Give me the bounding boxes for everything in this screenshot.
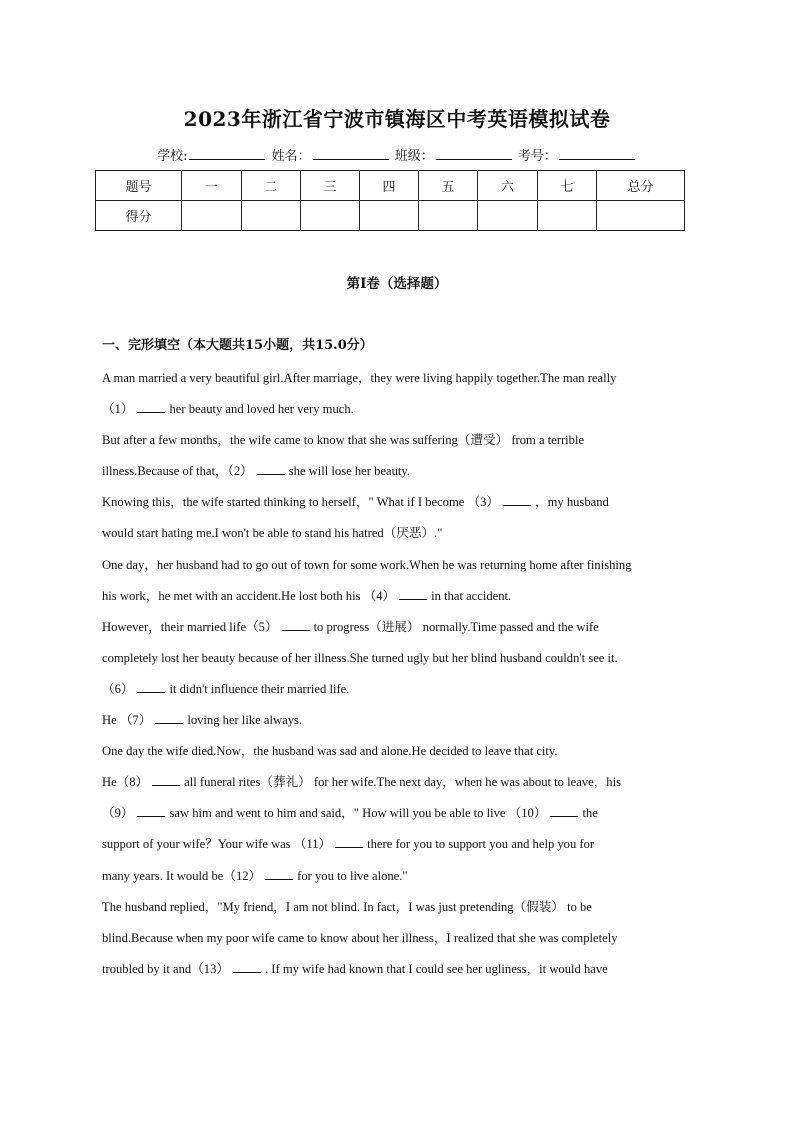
passage-line	[102, 363, 694, 394]
score-cell[interactable]	[538, 201, 597, 231]
passage-text: there for you to support you and help you for	[367, 837, 595, 852]
passage-text: However，their married life（5）	[102, 619, 278, 634]
answer-blank[interactable]	[233, 962, 261, 973]
passage-line	[102, 829, 694, 860]
passage-text: in that accident.	[431, 588, 512, 603]
answer-blank[interactable]	[155, 713, 183, 724]
exam-number-label: 考号：	[517, 149, 557, 164]
answer-blank[interactable]	[282, 620, 310, 631]
score-table-header-row	[96, 171, 685, 201]
passage-line	[102, 736, 694, 767]
score-cell[interactable]	[182, 201, 242, 231]
passage-text: troubled by it and（13）	[102, 961, 229, 976]
passage-text: illness.Because of that，（2）	[102, 464, 253, 479]
name-field[interactable]	[313, 147, 389, 160]
score-header-cell: 二	[242, 171, 301, 201]
passage-line	[102, 892, 694, 923]
answer-blank[interactable]	[503, 495, 531, 506]
score-table-score-row	[96, 201, 685, 231]
score-header-cell: 总分	[597, 171, 685, 201]
score-header-cell: 五	[419, 171, 478, 201]
passage-text: ，my husband	[534, 495, 609, 510]
passage-line	[102, 612, 694, 643]
score-header-cell: 六	[478, 171, 538, 201]
passage-text: his work，he met with an accident.He lost both his （4）	[102, 588, 396, 603]
answer-blank[interactable]	[265, 869, 293, 880]
answer-blank[interactable]	[399, 589, 427, 600]
passage-line	[102, 954, 694, 985]
passage-line	[102, 674, 694, 705]
score-header-cell: 三	[301, 171, 360, 201]
name-label: 姓名：	[271, 149, 311, 164]
passage-text: the	[582, 806, 598, 821]
passage-text: . If my wife had known that I could see her ugliness，it would have	[264, 961, 608, 976]
passage-text: blind.Because when my poor wife came to know about her illness，I realized that she was completely	[102, 930, 618, 945]
passage-text: One day the wife died.Now，the husband was sad and alone.He decided to leave that city.	[102, 744, 558, 759]
passage-line	[102, 923, 694, 954]
answer-blank[interactable]	[152, 775, 180, 786]
passage-line	[102, 456, 694, 487]
passage-text: would start hating me.I won't be able to stand his hatred（厌恶）."	[102, 526, 443, 541]
passage-line	[102, 581, 694, 612]
passage-text: loving her like always.	[187, 713, 303, 728]
passage-text: support of your wife？Your wife was （11）	[102, 837, 332, 852]
exam-title: 2023年浙江省宁波市镇海区中考英语模拟试卷	[183, 107, 611, 131]
passage-text: it didn't influence their married life.	[169, 681, 350, 696]
passage-text: for you to live alone."	[297, 868, 408, 883]
passage-text: all funeral rites（葬礼） for her wife.The next day，when he was about to leave，his	[184, 775, 621, 790]
answer-blank[interactable]	[137, 402, 165, 413]
passage-text: A man married a very beautiful girl.After marriage，they were living happily together.The man really	[102, 371, 617, 385]
passage-text: He（8）	[102, 775, 149, 790]
passage-text: Knowing this，the wife started thinking to herself，" What if I become （3）	[102, 495, 499, 510]
score-cell[interactable]	[478, 201, 538, 231]
passage-text: （6）	[102, 681, 134, 696]
score-table	[95, 170, 685, 231]
passage-text: （1）	[102, 402, 134, 417]
score-cell[interactable]	[242, 201, 301, 231]
score-header-cell: 题号	[96, 171, 182, 201]
score-cell[interactable]	[419, 201, 478, 231]
passage-line	[102, 550, 694, 581]
score-header-cell: 一	[182, 171, 242, 201]
passage-line	[102, 394, 694, 425]
passage-text: completely lost her beauty because of her illness.She turned ugly but her blind husband couldn't see it.	[102, 650, 618, 665]
passage-line	[102, 798, 694, 829]
passage-text: she will lose her beauty.	[288, 464, 410, 479]
passage-text: many years. It would be（12）	[102, 868, 262, 883]
answer-blank[interactable]	[257, 464, 285, 475]
passage-text: But after a few months，the wife came to know that she was suffering（遭受） from a terrible	[102, 433, 585, 448]
passage-text: to progress（进展） normally.Time passed and the wife	[313, 619, 599, 634]
passage-line	[102, 861, 694, 892]
passage-line	[102, 518, 694, 549]
passage-text: He （7）	[102, 713, 152, 728]
passage-text: The husband replied，"My friend，I am not blind. In fact，I was just pretending（假装） to be	[102, 899, 592, 914]
section-title: 第I卷（选择题）	[346, 276, 448, 292]
passage-text: saw him and went to him and said，" How will you be able to live （10）	[169, 806, 547, 821]
answer-blank[interactable]	[550, 806, 578, 817]
answer-blank[interactable]	[137, 806, 165, 817]
score-header-cell: 七	[538, 171, 597, 201]
school-field[interactable]	[189, 147, 265, 160]
part-title: 一、完形填空（本大题共15小题，共15.0分）	[102, 338, 373, 353]
cloze-passage	[102, 363, 694, 985]
passage-line	[102, 705, 694, 736]
score-cell[interactable]	[597, 201, 685, 231]
passage-line	[102, 487, 694, 518]
passage-line	[102, 767, 694, 798]
score-cell[interactable]	[301, 201, 360, 231]
school-label: 学校:	[157, 149, 188, 164]
class-field[interactable]	[436, 147, 512, 160]
score-cell[interactable]	[360, 201, 419, 231]
answer-blank[interactable]	[137, 682, 165, 693]
exam-number-field[interactable]	[559, 147, 635, 160]
passage-text: her beauty and loved her very much.	[169, 402, 354, 417]
student-info-line	[0, 145, 794, 164]
passage-line	[102, 643, 694, 674]
score-header-cell: 四	[360, 171, 419, 201]
passage-line	[102, 425, 694, 456]
passage-text: （9）	[102, 806, 134, 821]
passage-text: One day，her husband had to go out of town for some work.When he was returning home after finishing	[102, 557, 632, 572]
class-label: 班级：	[394, 149, 434, 164]
score-row-label: 得分	[96, 201, 182, 231]
answer-blank[interactable]	[335, 837, 363, 848]
